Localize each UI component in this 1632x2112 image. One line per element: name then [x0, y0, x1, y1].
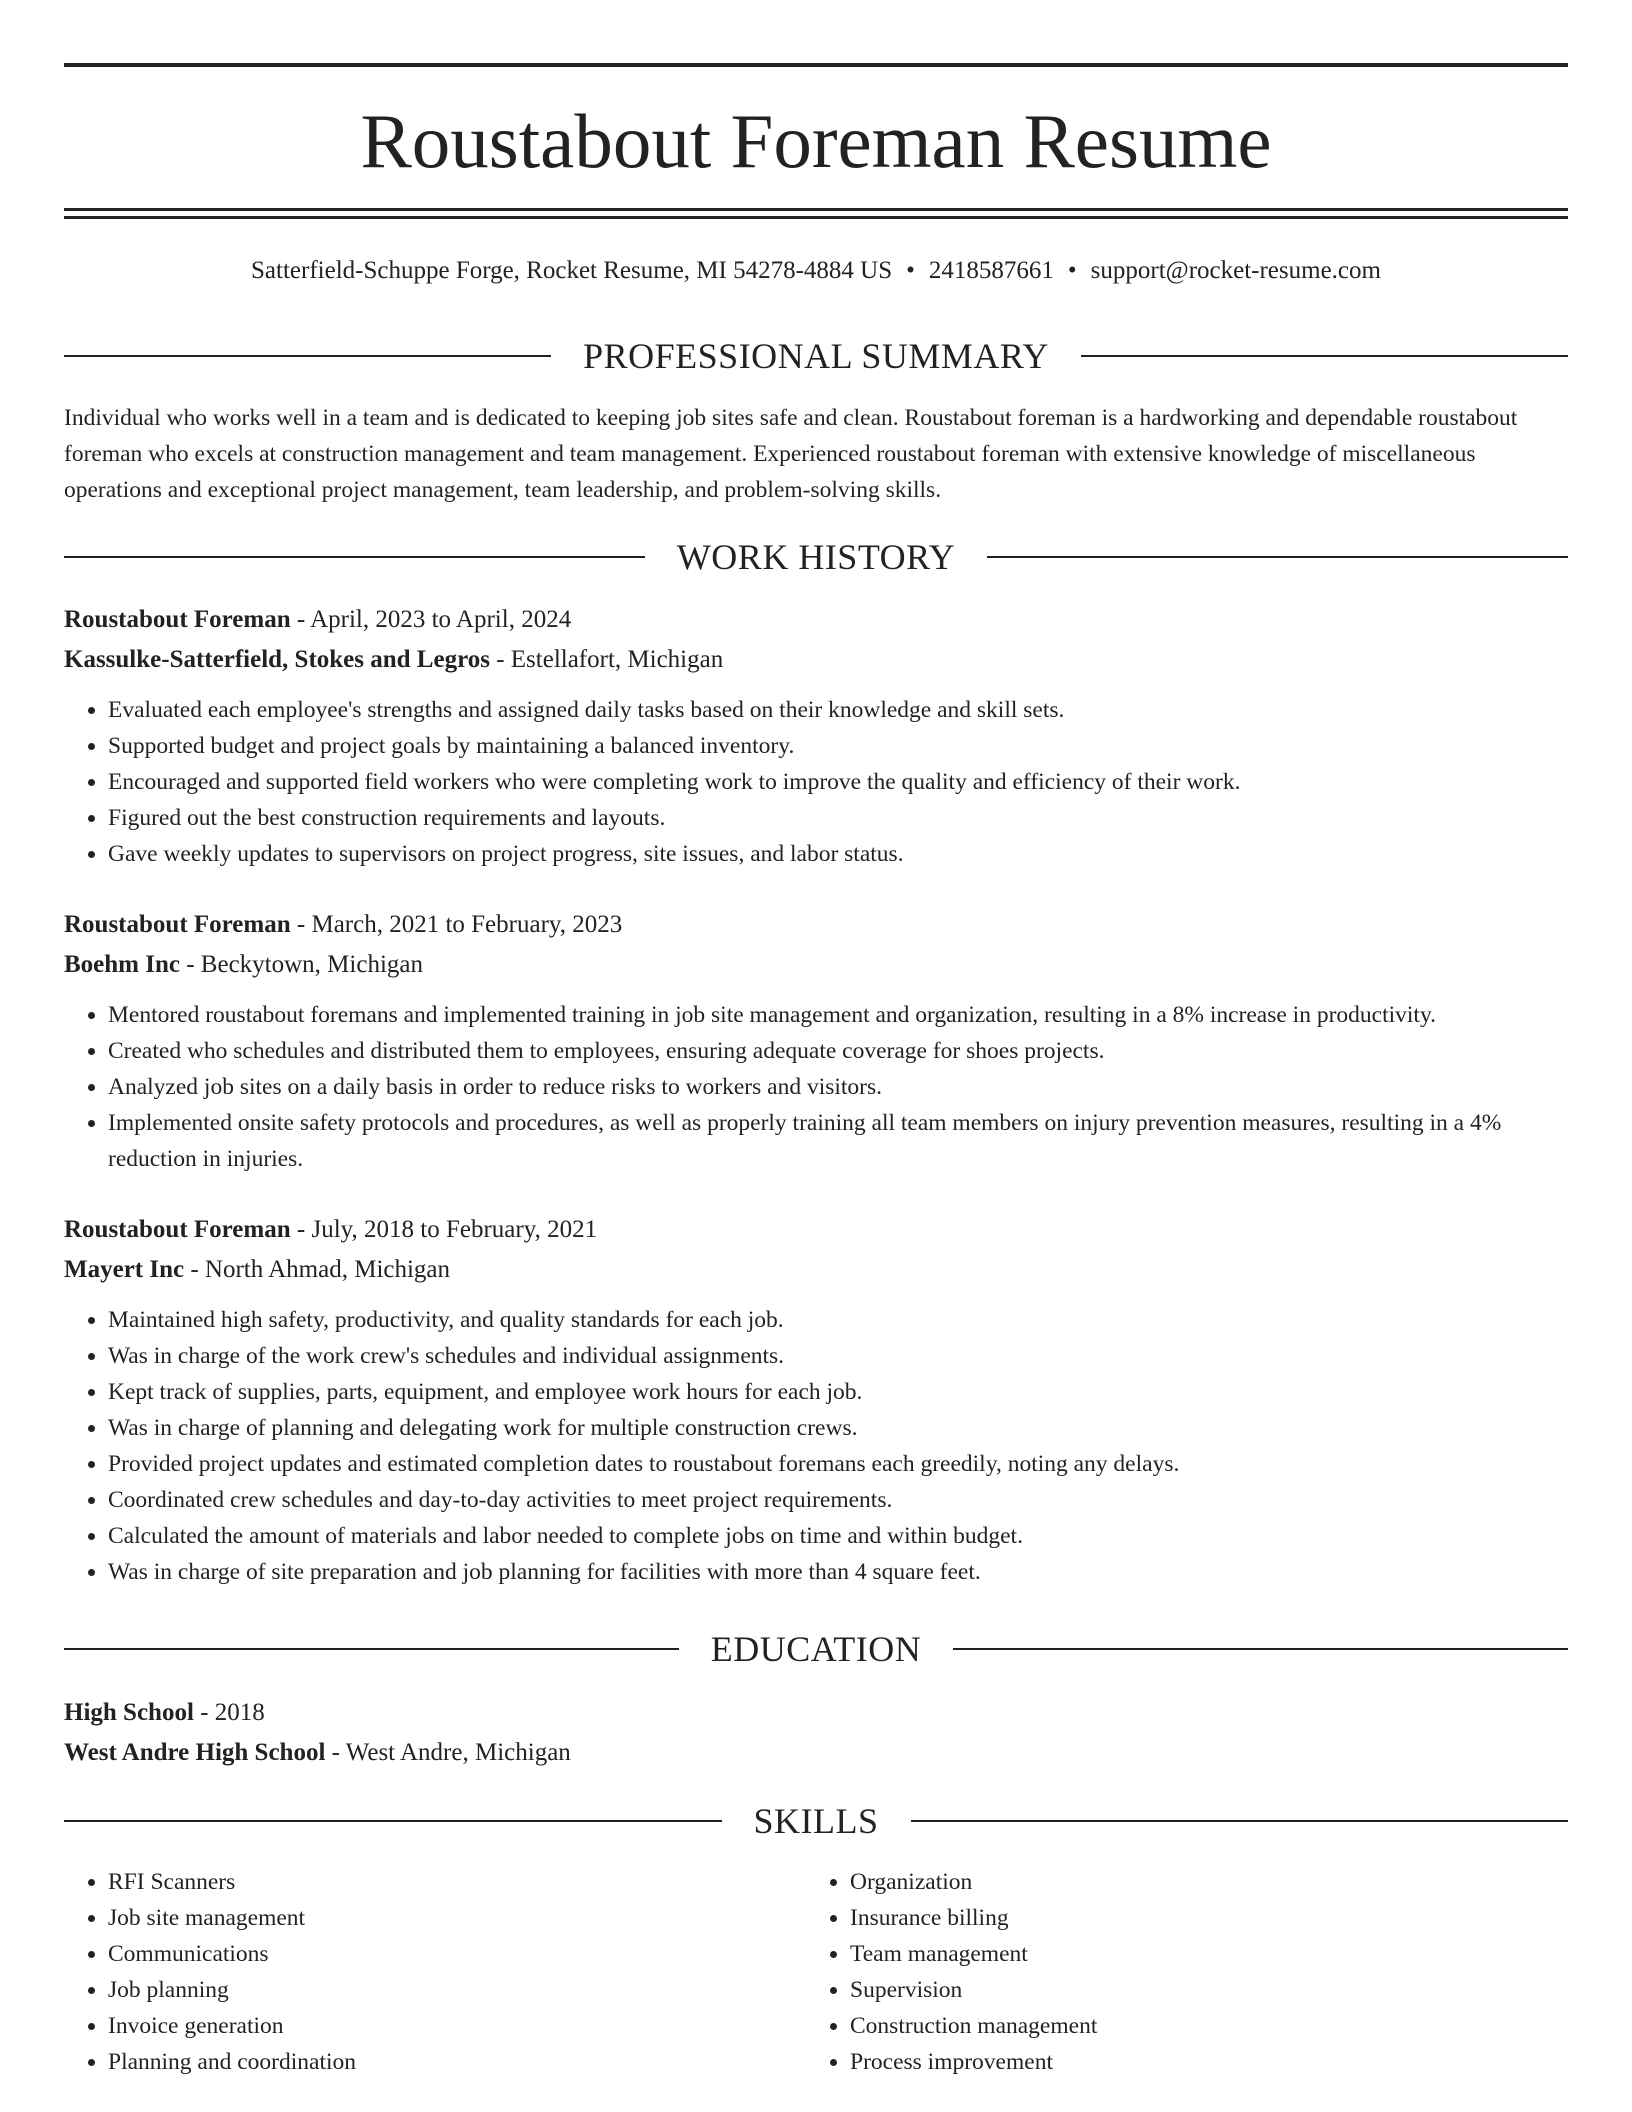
list-item: • Mentored roustabout foremans and implemented training in job site management and organization, resulting in a 8% increase in productivity.: [108, 997, 1568, 1033]
list-item: • Evaluated each employee's strengths and assigned daily tasks based on their knowledge and skill sets.: [108, 692, 1568, 728]
heading-rule-right: [987, 556, 1568, 558]
skills-section-heading: [64, 1801, 1568, 1841]
job-bullets: [64, 997, 1568, 1177]
skill-item: • RFI Scanners: [108, 1864, 806, 1900]
job-company: Kassulke-Satterfield, Stokes and Legros: [64, 646, 490, 673]
job-dates: - April, 2023 to April, 2024: [290, 606, 572, 633]
summary-section-heading: [64, 336, 1568, 376]
skill-item: • Supervision: [850, 1972, 1546, 2008]
heading-rule-left: [64, 1648, 679, 1650]
job-bullets: [64, 692, 1568, 872]
contact-separator: •: [906, 257, 915, 284]
heading-rule-right: [911, 1820, 1569, 1822]
skill-item: • Organization: [850, 1864, 1546, 1900]
section-title: WORK HISTORY: [676, 537, 956, 577]
job-title-line: [64, 905, 1568, 945]
skill-item: • Communications: [108, 1936, 806, 1972]
job-title: Roustabout Foreman: [64, 911, 291, 938]
skill-item: • Process improvement: [850, 2044, 1546, 2080]
job-entry: [64, 600, 1568, 872]
list-item: • Created who schedules and distributed them to employees, ensuring adequate coverage for shoes projects.: [108, 1033, 1568, 1069]
list-item: • Supported budget and project goals by maintaining a balanced inventory.: [108, 728, 1568, 764]
list-item: • Maintained high safety, productivity, and quality standards for each job.: [108, 1302, 1568, 1338]
contact-address: Satterfield-Schuppe Forge, Rocket Resume, MI 54278-4884 US: [251, 257, 893, 284]
contact-line: [64, 254, 1568, 288]
job-bullets: [64, 1302, 1568, 1590]
job-entry: [64, 1210, 1568, 1590]
heading-rule-left: [64, 556, 645, 558]
list-item: • Calculated the amount of materials and labor needed to complete jobs on time and within budget.: [108, 1518, 1568, 1554]
job-title: Roustabout Foreman: [64, 1216, 291, 1243]
section-title: PROFESSIONAL SUMMARY: [583, 336, 1049, 376]
resume-title: Roustabout Foreman Resume: [360, 98, 1272, 184]
skill-item: • Insurance billing: [850, 1900, 1546, 1936]
work-history-section-heading: [64, 537, 1568, 577]
contact-email: support@rocket-resume.com: [1090, 257, 1381, 284]
skills-list: [64, 1864, 1568, 2080]
heading-rule-right: [953, 1648, 1568, 1650]
top-rule: [64, 63, 1568, 67]
education-school-line: [64, 1733, 1568, 1773]
skill-item: • Job planning: [108, 1972, 806, 2008]
job-company-line: [64, 1250, 1568, 1290]
skill-item: • Invoice generation: [108, 2008, 806, 2044]
job-location: - Beckytown, Michigan: [179, 951, 423, 978]
education-location: - West Andre, Michigan: [325, 1739, 571, 1766]
list-item: • Figured out the best construction requirements and layouts.: [108, 800, 1568, 836]
skill-item: • Team management: [850, 1936, 1546, 1972]
title-rule-upper: [64, 208, 1568, 211]
education-section-heading: [64, 1629, 1568, 1669]
skill-item: • Construction management: [850, 2008, 1546, 2044]
heading-rule-left: [64, 355, 551, 357]
list-item: • Coordinated crew schedules and day-to-day activities to meet project requirements.: [108, 1482, 1568, 1518]
summary-text: Individual who works well in a team and is dedicated to keeping job sites safe and clean. Roustabout foreman is a hardworking and dependable roustabout foreman who excels at construction management and team management. Experienced roustabout foreman with extensive knowledge of miscellaneous operations and exceptional project management, team leadership, and problem-solving skills.: [64, 405, 1518, 503]
job-company-line: [64, 945, 1568, 985]
list-item: • Gave weekly updates to supervisors on project progress, site issues, and labor status.: [108, 836, 1568, 872]
skills-column-right: [806, 1864, 1546, 2080]
education-degree: High School: [64, 1699, 194, 1726]
job-dates: - March, 2021 to February, 2023: [290, 911, 623, 938]
job-company: Boehm Inc: [64, 951, 180, 978]
list-item: • Kept track of supplies, parts, equipment, and employee work hours for each job.: [108, 1374, 1568, 1410]
heading-rule-right: [1081, 355, 1568, 357]
list-item: • Was in charge of site preparation and job planning for facilities with more than 4 square feet.: [108, 1554, 1568, 1590]
job-company: Mayert Inc: [64, 1256, 185, 1283]
list-item: • Implemented onsite safety protocols and procedures, as well as properly training all team members on injury prevention measures, resulting in a 4% reduction in injuries.: [108, 1105, 1568, 1177]
section-title: EDUCATION: [710, 1629, 922, 1669]
list-item: • Was in charge of planning and delegating work for multiple construction crews.: [108, 1410, 1568, 1446]
job-title-line: [64, 1210, 1568, 1250]
job-location: - Estellafort, Michigan: [489, 646, 724, 673]
list-item: • Was in charge of the work crew's schedules and individual assignments.: [108, 1338, 1568, 1374]
list-item: • Encouraged and supported field workers who were completing work to improve the quality and efficiency of their work.: [108, 764, 1568, 800]
education-school: West Andre High School: [64, 1739, 326, 1766]
section-title: SKILLS: [753, 1801, 879, 1841]
skill-item: • Job site management: [108, 1900, 806, 1936]
education-entry: [64, 1693, 1568, 1773]
job-entry: [64, 905, 1568, 1177]
job-company-line: [64, 640, 1568, 680]
skills-column-left: [64, 1864, 806, 2080]
heading-rule-left: [64, 1820, 722, 1822]
title-rule-lower: [64, 216, 1568, 219]
contact-phone: 2418587661: [928, 257, 1054, 284]
list-item: • Analyzed job sites on a daily basis in order to reduce risks to workers and visitors.: [108, 1069, 1568, 1105]
education-year: - 2018: [193, 1699, 265, 1726]
education-degree-line: [64, 1693, 1568, 1733]
skill-item: • Planning and coordination: [108, 2044, 806, 2080]
job-location: - North Ahmad, Michigan: [184, 1256, 451, 1283]
job-dates: - July, 2018 to February, 2021: [290, 1216, 598, 1243]
contact-separator: •: [1067, 257, 1077, 284]
job-title-line: [64, 600, 1568, 640]
list-item: • Provided project updates and estimated completion dates to roustabout foremans each greedily, noting any delays.: [108, 1446, 1568, 1482]
job-title: Roustabout Foreman: [64, 606, 291, 633]
